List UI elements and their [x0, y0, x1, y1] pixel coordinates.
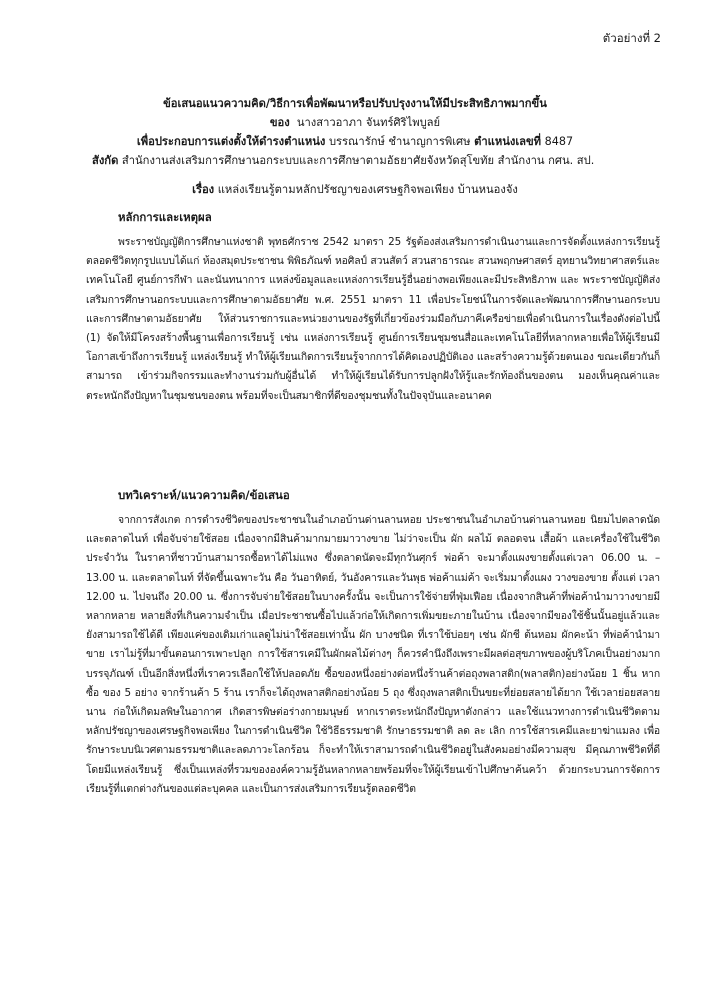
sample-number-label: ตัวอย่างที่ 2: [602, 31, 661, 45]
position-number-label: ตำแหน่งเลขที่: [474, 135, 542, 148]
subject-text: แหล่งเรียนรู้ตามหลักปรัชญาของเศรษฐกิจพอเพียง บ้านหนองจัง: [217, 183, 518, 196]
subject-label: เรื่อง: [192, 183, 215, 196]
section-body-analysis: จากการสังเกต การดำรงชีวิตของประชาชนในอำเภอบ้านด่านลานหอย ประชาชนในอำเภอบ้านด่านลานหอย นิยมไปตลาดนัดและตลาดไนท์ เพื่อจับจ่ายใช้สอย เนื่องจากมีสินค้ามากมายมาวางขาย ไม่ว่าจะเป็น ผัก ผลไม้ ตลอดจน เสื้อผ้า และเครื่องใช้ในชีวิตประจำวัน ในราคาที่ชาวบ้านสามารถซื้อหาได้ไม่แพง ซึ่งตลาดนัดจะมีทุกวันศุกร์ พ่อค้า จะมาตั้งแผงขายตั้งแต่เวลา 06.00 น. – 13.00 น. และตลาดไนท์ ที่จัดขึ้นเฉพาะวัน คือ วันอาทิตย์, วันอังคารและวันพุธ พ่อค้าแม่ค้า จะเริ่มมาตั้งแผง วางของขาย ตั้งแต่ เวลา 12.00 น. ไปจนถึง 20.00 น. ซึ่งการจับจ่ายใช้สอยในบางครั้งนั้น จะเป็นการใช้จ่ายที่ฟุ่มเฟือย เนื่องจากสินค้าที่พ่อค้านำมาวางขายมีหลากหลาย หลายสิ่งที่เกินความจำเป็น เมื่อประชาชนซื้อไปแล้วก่อให้เกิดการเพิ่มขยะภายในบ้าน เนื่องจากมีของใช้ชิ้นนั้นอยู่แล้วและยังสามารถใช้ได้ดี เพียงแค่ของเดิมเก่าแลดูไม่น่าใช้สอยเท่านั้น ผัก บางชนิด ที่เราใช้บ่อยๆ เช่น ผักชี ต้นหอม ผักคะน้า ที่พ่อค้านำมาขาย เราไม่รู้ที่มาขั้นตอนการเพาะปลูก การใช้สารเคมีในผักผลไม้ต่างๆ ก็ควรคำนึงถึงเพราะมีผลต่อสุขภาพของผู้บริโภคเป็นอย่างมาก บรรจุภัณฑ์ เป็นอีกสิ่งหนึ่งที่เราควรเลือกใช้ให้ปลอดภัย ซื้อของหนึ่งอย่างต่อหนึ่งร้านค้าต่อถุงพลาสติก(พลาสติก)อย่างน้อย 1 ชิ้น หากซื้อ ของ 5 อย่าง จากร้านค้า 5 ร้าน เราก็จะได้ถุงพลาสติกอย่างน้อย 5 ถุง ซึ่งถุงพลาสติกเป็นขยะที่ย่อยสลายได้ยาก ใช้เวลาย่อยสลายนาน ก่อให้เกิดมลพิษในอากาศ เกิดสารพิษต่อร่างกายมนุษย์ หากเราตระหนักถึงปัญหาดังกล่าว และใช้แนวทางการดำเนินชีวิตตามหลักปรัชญาของเศรษฐกิจพอเพียง ในการดำเนินชีวิต ใช้วิธีธรรมชาติ รักษาธรรมชาติ ลด ละ เลิก การใช้สารเคมีและยาฆ่าแมลง เพื่อรักษาระบบนิเวศตามธรรมชาติและลดภาวะโลกร้อน ก็จะทำให้เราสามารถดำเนินชีวิตอยู่ในสังคมอย่างมีความสุข มีคุณภาพชีวิตที่ดี โดยมีแหล่งเรียนรู้ ซึ่งเป็นแหล่งที่รวมขององค์ความรู้อันหลากหลายพร้อมที่จะให้ผู้เรียนเข้าไปศึกษาค้นคว้า ด้วยกระบวนการจัดการเรียนรู้ที่แตกต่างกันของแต่ละบุคคล และเป็นการส่งเสริมการเรียนรู้ตลอดชีวิต: [86, 514, 660, 795]
subject-line: [60, 180, 650, 199]
purpose-label: เพื่อประกอบการแต่งตั้งให้ดำรงตำแหน่ง: [136, 135, 326, 148]
of-label: ของ: [269, 116, 290, 129]
section-body-rationale: พระราชบัญญัติการศึกษาแห่งชาติ พุทธศักราช 2542 มาตรา 25 รัฐต้องส่งเสริมการดำเนินงานและการจัดตั้งแหล่งการเรียนรู้ตลอดชีวิตทุกรูปแบบได้แก่ ห้องสมุดประชาชน พิพิธภัณฑ์ หอศิลป์ สวนสัตว์ สวนสาธารณะ สวนพฤกษศาสตร์ อุทยานวิทยาศาสตร์และเทคโนโลยี ศูนย์การกีฬา และนันทนาการ แหล่งข้อมูลและแหล่งการเรียนรู้อื่นอย่างพอเพียงและมีประสิทธิภาพ และ พระราชบัญญัติส่งเสริมการศึกษานอกระบบและการศึกษาตามอัธยาศัย พ.ศ. 2551 มาตรา 11 เพื่อประโยชน์ในการจัดและพัฒนาการศึกษานอกระบบและการศึกษาตามอัธยาศัย ให้ส่วนราชการและหน่วยงานของรัฐที่เกี่ยวข้องร่วมมือกับภาคีเครือข่ายเพื่อดำเนินการในเรื่องดังต่อไปนี้ (1) จัดให้มีโครงสร้างพื้นฐานเพื่อการเรียนรู้ เช่น แหล่งการเรียนรู้ ศูนย์การเรียนชุมชนสื่อและเทคโนโลยีที่หลากหลายเพื่อให้ผู้เรียนมีโอกาสเข้าถึงการเรียนรู้ แหล่งเรียนรู้ ทำให้ผู้เรียนเกิดการเรียนรู้จากการได้คิดเองปฏิบัติเอง และสร้างความรู้ด้วยตนเอง ขณะเดียวกันก็สามารถ เข้าร่วมกิจกรรมและทำงานร่วมกับผู้อื่นได้ ทำให้ผู้เรียนได้รับการปลูกฝังให้รู้และรักท้องถิ่นของตน มองเห็นคุณค่าและตระหนักถึงปัญหาในชุมชนของตน พร้อมที่จะเป็นสมาชิกที่ดีของชุมชนทั้งในปัจจุบันและอนาคต: [86, 236, 660, 402]
affiliation-text: สำนักงานส่งเสริมการศึกษานอกระบบและการศึกษาตามอัธยาศัยจังหวัดสุโขทัย สำนักงาน กศน. สป.: [121, 154, 595, 167]
position-name: บรรณารักษ์ ชำนาญการพิเศษ: [328, 135, 471, 148]
affiliation-line: [92, 151, 682, 170]
section-title-rationale: หลักการและเหตุผล: [118, 210, 212, 224]
affiliation-label: สังกัด: [92, 154, 119, 167]
proposal-title: ข้อเสนอแนวความคิด/วิธีการเพื่อพัฒนาหรือปรับปรุงงานให้มีประสิทธิภาพมากขึ้น: [163, 97, 547, 110]
author-name: นางสาวอาภา จันทร์ศิริไพบูลย์: [296, 116, 441, 129]
position-number: 8487: [544, 135, 574, 148]
position-line: [60, 132, 650, 151]
section-title-analysis: บทวิเคราะห์/แนวความคิด/ข้อเสนอ: [118, 488, 290, 502]
author-line: [60, 113, 650, 132]
